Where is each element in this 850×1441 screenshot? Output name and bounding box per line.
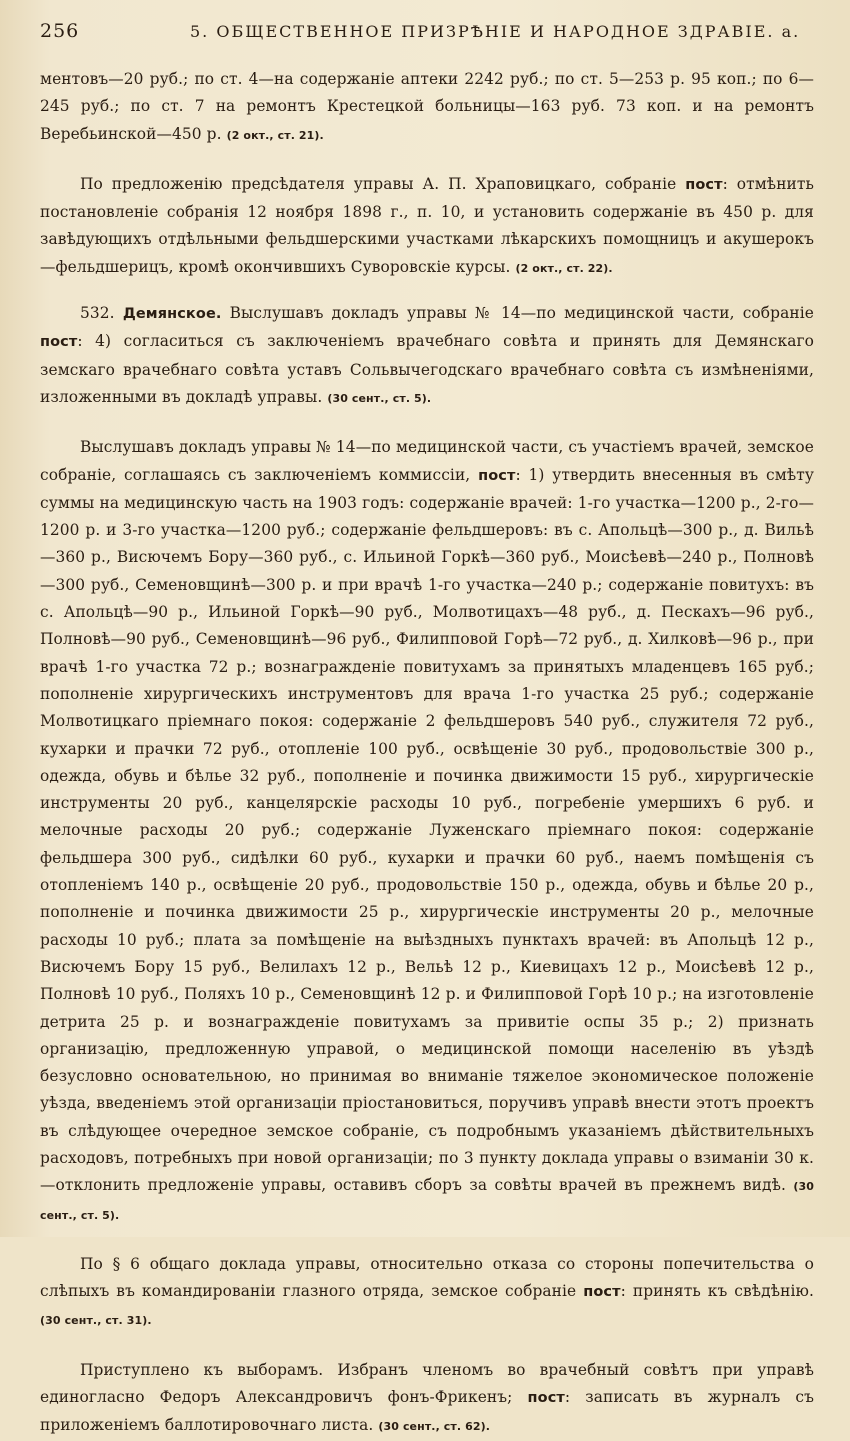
- resolution-keyword: пост: [40, 334, 78, 351]
- reference-note: (2 окт., ст. 22).: [515, 261, 613, 275]
- paragraph-elections: [40, 1357, 814, 1441]
- paragraph-section-532: [40, 300, 814, 412]
- body-text: [40, 66, 814, 1441]
- resolution-keyword: пост: [685, 176, 723, 193]
- paragraph-text: : 4) согласиться съ заключенiемъ врачебнаго совѣта и принять для Демянскаго земскаго врачебнаго совѣта уставъ Сольвычегодскаго врачебнаго совѣта съ измѣненiями, изложенными въ докладѣ управы.: [40, 332, 814, 406]
- reference-note: (2 окт., ст. 21).: [226, 128, 324, 142]
- paragraph-lead: Приступлено къ выборамъ. Избранъ членомъ во врачебный совѣтъ при управѣ единогласно Федоръ Александровичъ фонъ-Фрикенъ;: [40, 1360, 814, 1407]
- paragraph-text: : принять къ свѣдѣнiю.: [620, 1282, 815, 1301]
- paragraph-lead: По предложенiю предсѣдателя управы А. П. Храповицкаго, собранiе: [80, 174, 677, 193]
- paragraph-resolution: [40, 171, 814, 282]
- page-header: [40, 20, 814, 48]
- paragraph-text: : отмѣнить постановленiе собранiя 12 ноября 1898 г., п. 10, и установить содержанiе въ 450 р. для завѣдующихъ отдѣльными фельдшерскими участками лѣкарскихъ помощницъ и акушерокъ—фельдшерицъ, кромѣ окончившихъ Суворовскiе курсы.: [40, 174, 814, 276]
- resolution-keyword: пост: [478, 467, 516, 484]
- resolution-keyword: пост: [527, 1390, 565, 1407]
- page-number: 256: [40, 20, 80, 42]
- paragraph-continuation: [40, 66, 814, 149]
- reference-note: (30 сент., ст. 5).: [40, 1180, 814, 1222]
- reference-note: (30 сент., ст. 5).: [327, 391, 432, 405]
- resolution-keyword: пост: [583, 1284, 621, 1301]
- paragraph-eye-detachment: [40, 1251, 814, 1335]
- section-title: Демянское.: [122, 306, 222, 323]
- paragraph-text: ментовъ—20 руб.; по ст. 4—на содержанiе аптеки 2242 руб.; по ст. 5—253 р. 95 коп.; по 6—245 руб.; по ст. 7 на ремонтъ Крестецкой больницы—163 руб. 73 коп. и на ремонтъ Веребьинской—450 р.: [40, 70, 814, 143]
- paragraph-text: : 1) утвердить внесенныя въ смѣту суммы на медицинскую часть на 1903 годъ: содержанiе врачей: 1-го участка—1200 р., 2-го—1200 р. и 3-го участка—1200 руб.; содержанiе фельдшеровъ: въ с. Апольцѣ—300 р., д. Вильѣ—360 р., Висючемъ Бору—360 руб., с. Ильиной Горкѣ—360 руб., Моисѣевѣ—240 р., Полновѣ—300 руб., Семеновщинѣ—300 р. и при врачѣ 1-го участка—240 р.; содержанiе повитухъ: въ с. Апольцѣ—90 р., Ильиной Горкѣ—90 руб., Молвотицахъ—48 руб., д. Пескахъ—96 руб., Полновѣ—90 руб., Семеновщинѣ—96 руб., Филипповой Горѣ—72 руб., д. Хилковѣ—96 р., при врачѣ 1-го участка 72 р.; вознагражденiе повитухамъ за принятыхъ младенцевъ 165 руб.; пополненiе хирургическихъ инструментовъ для врача 1-го участка 25 руб.; содержанiе Молвотицкаго прiемнаго покоя: содержанiе 2 фельдшеровъ 540 руб., служителя 72 руб., кухарки и прачки 72 руб., отопленiе 100 руб., освѣщенiе 30 руб., продовольствiе 300 р., одежда, обувь и бѣлье 32 руб., пополненiе и починка движимости 15 руб., хирургическiе инструменты 20 руб., канцелярскiе расходы 10 руб., погребенiе умершихъ 6 руб. и мелочные расходы 20 руб.; содержанiе Луженскаго прiемнаго покоя: содержанiе фельдшера 300 руб., сидѣлки 60 руб., кухарки и прачки 60 руб., наемъ помѣщенiя съ отопленiемъ 140 р., освѣщенiе 20 руб., продовольствiе 150 р., одежда, обувь и бѣлье 20 р., пополненiе и починка движимости 25 р., хирургическiе инструменты 20 р., мелочные расходы 10 руб.; плата за помѣщенiе на выѣздныхъ пунктахъ врачей: въ Апольцѣ 12 р., Висючемъ Бору 15 руб., Велилахъ 12 р., Вельѣ 12 р., Киевицахъ 12 р., Моисѣевѣ 12 р., Полновѣ 10 руб., Поляхъ 10 р., Семеновщинѣ 12 р. и Филипповой Горѣ 10 р.; на изготовленiе детрита 25 р. и вознагражденiе повитухамъ за привитiе оспы 35 р.; 2) признать организацiю, предложенную управой, о медицинской помощи населенiю въ уѣздѣ безусловно основательною, но принимая во вниманiе тяжелое экономическое положенiе уѣзда, введенiемъ этой организацiи прiостановиться, поручивъ управѣ внести этотъ проектъ въ слѣдующее очередное земское собранiе, съ подробнымъ указанiемъ дѣйствительныхъ расходовъ, потребныхъ при новой организацiи; по 3 пункту доклада управы о взиманiи 30 к.—отклонить предложенiе управы, оставивъ сборъ за совѣты врачей въ прежнемъ видѣ.: [40, 465, 815, 1195]
- reference-note: (30 сент., ст. 31).: [40, 1314, 152, 1328]
- paragraph-medical-budget: [40, 434, 814, 1229]
- paragraph-lead: Выслушавъ докладъ управы № 14—по медицинской части, съ участiемъ врачей, земское собранiе, соглашаясь съ заключенiемъ коммиссiи,: [40, 438, 814, 484]
- paragraph-lead: Выслушавъ докладъ управы № 14—по медицинской части, собранiе: [229, 304, 814, 323]
- paragraph-lead: По § 6 общаго доклада управы, относительно отказа со стороны попечительства о слѣпыхъ въ командированiи глазного отряда, земское собранiе: [40, 1254, 814, 1301]
- paragraph-text: : записать въ журналъ съ приложенiемъ баллотировочнаго листа.: [40, 1388, 814, 1435]
- reference-note: (30 сент., ст. 62).: [378, 1420, 491, 1434]
- section-number: 532.: [80, 304, 115, 323]
- running-head: 5. ОБЩЕСТВЕННОЕ ПРИЗРѢНIЕ И НАРОДНОЕ ЗДРАВIЕ. а.: [190, 22, 801, 41]
